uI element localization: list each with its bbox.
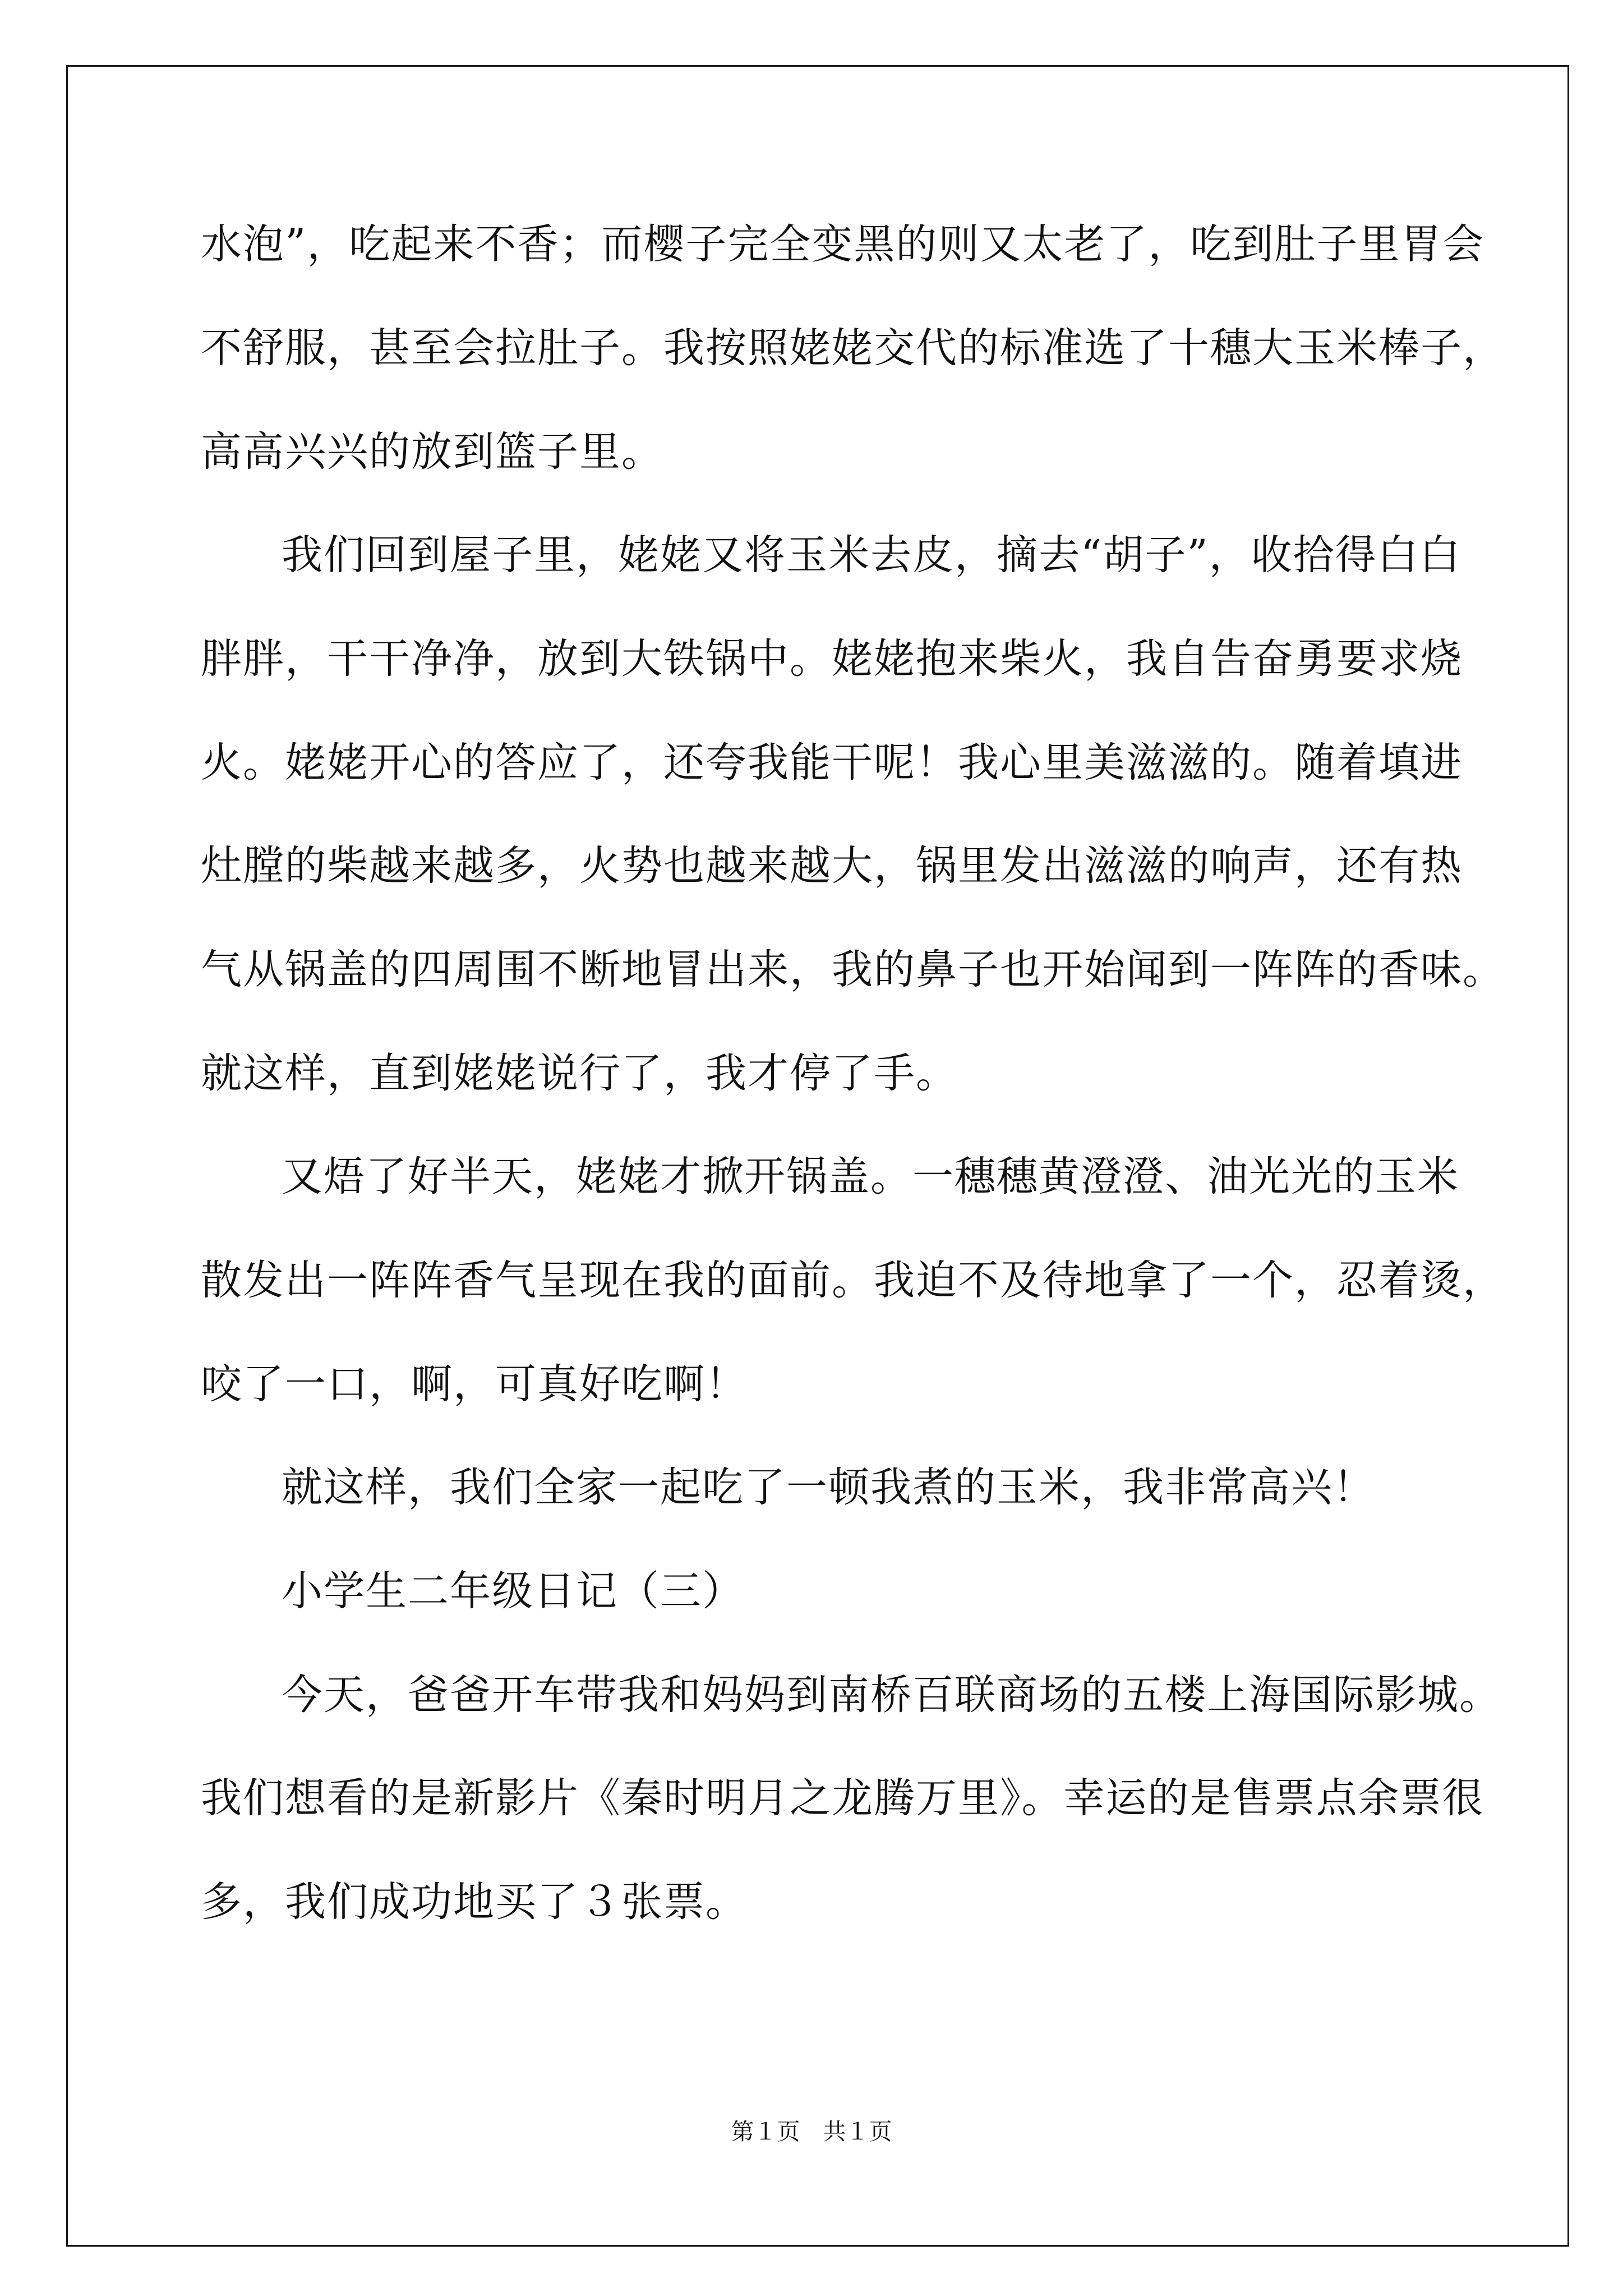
text-line: 气从锅盖的四周围不断地冒出来，我的鼻子也开始闻到一阵阵的香味。 bbox=[201, 946, 1505, 993]
paragraph-start-line: 我们回到屋子里，姥姥又将玉米去皮，摘去“胡子”，收拾得白白 bbox=[282, 531, 1461, 579]
text-line: 胖胖，干干净净，放到大铁锅中。姥姥抱来柴火，我自告奋勇要求烧 bbox=[201, 635, 1463, 683]
text-line: 就这样，直到姥姥说行了，我才停了手。 bbox=[201, 1050, 958, 1097]
text-line: 不舒服，甚至会拉肚子。我按照姥姥交代的标准选了十穗大玉米棒子， bbox=[201, 324, 1505, 372]
text-line: 高高兴兴的放到篮子里。 bbox=[201, 428, 663, 476]
page-footer bbox=[0, 2115, 1623, 2148]
text-line: 水泡”，吃起来不香；而樱子完全变黑的则又太老了，吃到肚子里胃会 bbox=[201, 220, 1485, 268]
text-line: 火。姥姥开心的答应了，还夸我能干呢！我心里美滋滋的。随着填进 bbox=[201, 739, 1463, 786]
text-line: 多，我们成功地买了３张票。 bbox=[201, 1878, 748, 1926]
text-line: 咬了一口，啊，可真好吃啊！ bbox=[201, 1360, 748, 1408]
text-line: 我们想看的是新影片《秦时明月之龙腾万里》。幸运的是售票点余票很 bbox=[201, 1774, 1484, 1822]
paragraph-start-line: 今天，爸爸开车带我和妈妈到南桥百联商场的五楼上海国际影城。 bbox=[282, 1671, 1501, 1719]
page-total: 共１页 bbox=[823, 2118, 892, 2145]
text-line: 灶膛的柴越来越多，火势也越来越大，锅里发出滋滋的响声，还有热 bbox=[201, 842, 1463, 890]
paragraph-start-line: 就这样，我们全家一起吃了一顿我煮的玉米，我非常高兴！ bbox=[282, 1464, 1375, 1511]
paragraph-start-line: 又焐了好半天，姥姥才掀开锅盖。一穗穗黄澄澄、油光光的玉米 bbox=[282, 1153, 1459, 1200]
page-number: 第１页 bbox=[731, 2118, 800, 2145]
text-line: 散发出一阵阵香气呈现在我的面前。我迫不及待地拿了一个，忍着烫， bbox=[201, 1257, 1505, 1304]
section-heading: 小学生二年级日记（三） bbox=[282, 1567, 744, 1615]
